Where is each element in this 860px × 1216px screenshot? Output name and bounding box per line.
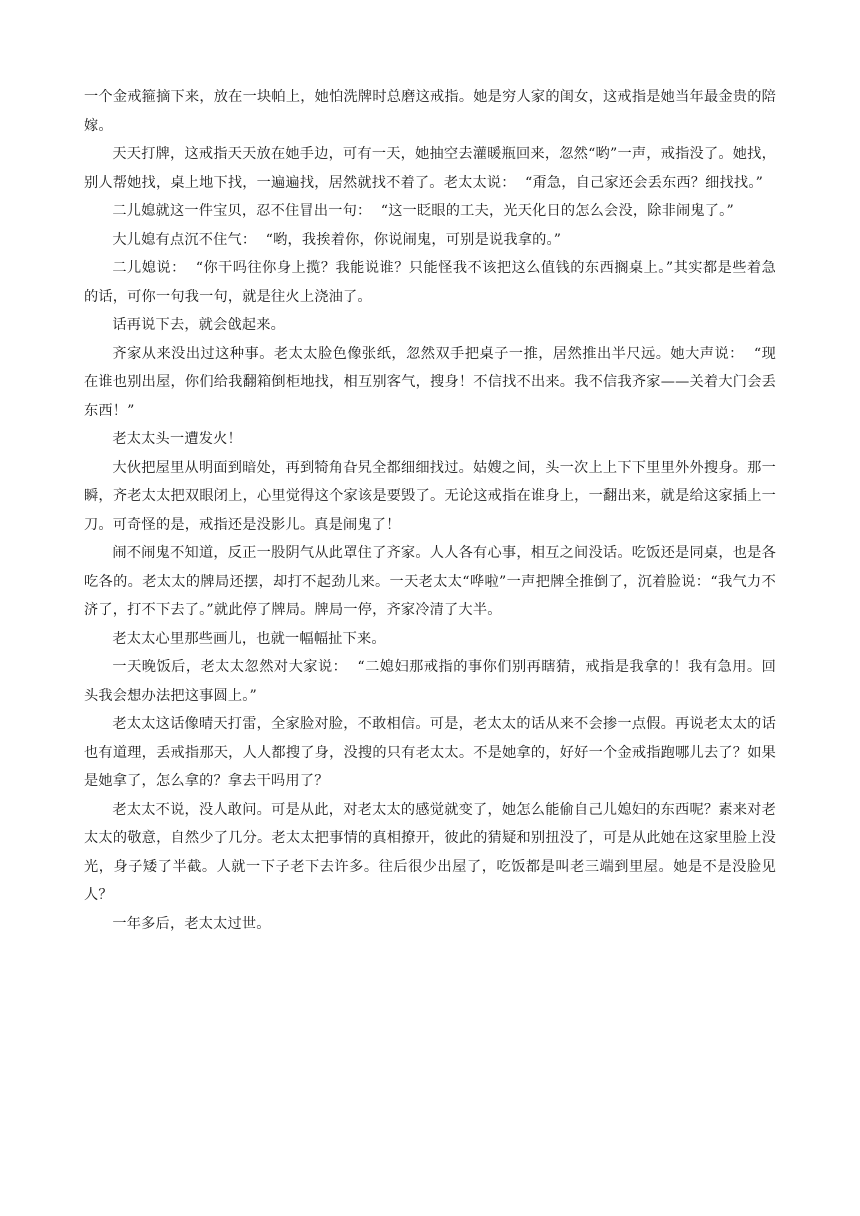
paragraph-12: 一天晚饭后，老太太忽然对大家说： “二媳妇那戒指的事你们别再瞎猜，戒指是我拿的！我有急用。回头我会想办法把这事圆上。” [84, 659, 776, 704]
paragraph-13: 老太太这话像晴天打雷，全家脸对脸，不敢相信。可是，老太太的话从来不会掺一点假。再说老太太的话也有道理，丢戒指那天，人人都搜了身，没搜的只有老太太。不是她拿的，好好一个金戒指跑哪儿去了？如果是她拿了，怎么拿的？拿去干吗用了？ [84, 716, 776, 789]
paragraph-10: 闹不闹鬼不知道，反正一股阴气从此罩住了齐家。人人各有心事，相互之间没话。吃饭还是同桌，也是各吃各的。老太太的牌局还摆，却打不起劲儿来。一天老太太“哗啦”一声把牌全推倒了，沉着脸说：“我气力不济了，打不下去了。”就此停了牌局。牌局一停，齐家冷清了大半。 [84, 545, 776, 618]
paragraph-3: 二儿媳就这一件宝贝，忍不住冒出一句： “这一眨眼的工夫，光天化日的怎么会没，除非闹鬼了。” [112, 203, 734, 219]
story-text [84, 83, 776, 938]
paragraph-11: 老太太心里那些画儿，也就一幅幅扯下来。 [112, 630, 386, 647]
paragraph-15: 一年多后，老太太过世。 [112, 915, 271, 932]
paragraph-5: 二儿媳说： “你干吗往你身上揽？我能说谁？只能怪我不该把这么值钱的东西搁桌上。”其实都是些着急的话，可你一句我一句，就是往火上浇油了。 [84, 260, 776, 305]
paragraph-8: 老太太头一遭发火！ [112, 431, 242, 447]
paragraph-1: 一个金戒箍摘下来，放在一块帕上，她怕洗牌时总磨这戒指。她是穷人家的闺女，这戒指是她当年最金贵的陪嫁。 [84, 89, 776, 134]
paragraph-6: 话再说下去，就会戗起来。 [112, 317, 286, 333]
paragraph-2: 天天打牌，这戒指天天放在她手边，可有一天，她抽空去灌暖瓶回来，忽然“哟”一声，戒指没了。她找，别人帮她找，桌上地下找，一遍遍找，居然就找不着了。老太太说： “甭急，自己家还会丢东西？细找找。” [84, 146, 776, 191]
paragraph-14: 老太太不说，没人敢问。可是从此，对老太太的感觉就变了，她怎么能偷自己儿媳妇的东西呢？素来对老太太的敬意，自然少了几分。老太太把事情的真相撩开，彼此的猜疑和别扭没了，可是从此她在这家里脸上没光，身子矮了半截。人就一下子老下去许多。往后很少出屋了，吃饭都是叫老三端到里屋。她是不是没脸见人？ [84, 801, 776, 903]
paragraph-7: 齐家从来没出过这种事。老太太脸色像张纸，忽然双手把桌子一推，居然推出半尺远。她大声说： “现在谁也别出屋，你们给我翻箱倒柜地找，相互别客气，搜身！不信找不出来。我不信我齐家——关着大门会丢东西！” [84, 345, 776, 419]
paragraph-9: 大伙把屋里从明面到暗处，再到犄角旮旯全都细细找过。姑嫂之间，头一次上上下下里里外外搜身。那一瞬，齐老太太把双眼闭上，心里觉得这个家该是要毁了。无论这戒指在谁身上，一翻出来，就是给这家插上一刀。可奇怪的是，戒指还是没影儿。真是闹鬼了！ [84, 459, 776, 533]
paragraph-4: 大儿媳有点沉不住气： “哟，我挨着你，你说闹鬼，可别是说我拿的。” [112, 231, 562, 248]
